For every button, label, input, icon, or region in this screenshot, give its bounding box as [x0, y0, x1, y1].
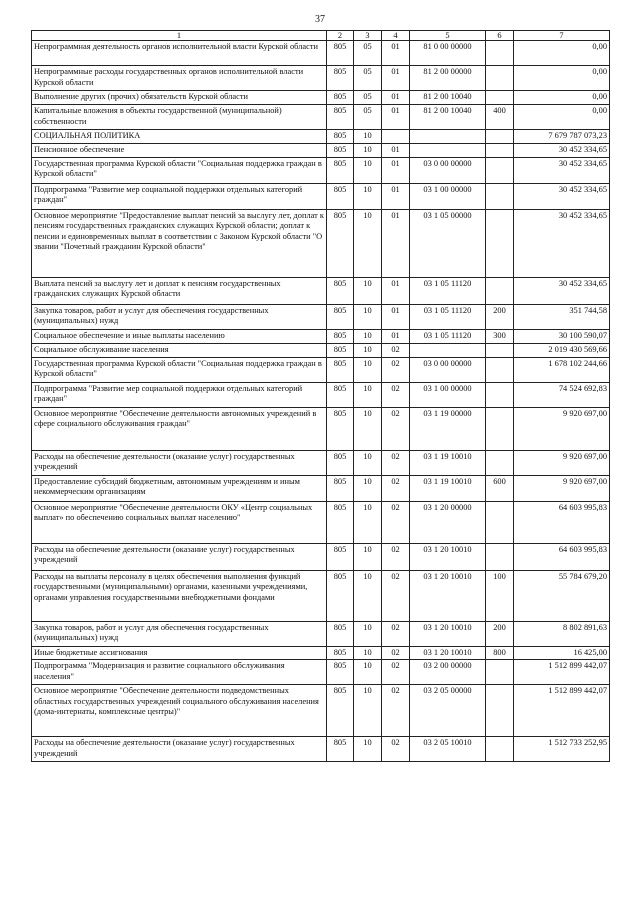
row-code-5-cell: 03 1 19 10010	[410, 450, 486, 475]
row-code-6-cell	[486, 277, 514, 304]
row-code-3-cell: 05	[354, 105, 382, 130]
row-amount-cell: 0,00	[514, 41, 610, 66]
row-code-5-cell: 03 2 00 00000	[410, 660, 486, 685]
row-code-3-cell: 10	[354, 343, 382, 357]
row-code-3-cell: 10	[354, 543, 382, 570]
row-code-5-cell: 03 1 20 10010	[410, 646, 486, 660]
row-amount-cell: 8 802 891,63	[514, 621, 610, 646]
row-code-2-cell: 805	[327, 157, 354, 183]
row-code-3-cell: 05	[354, 41, 382, 66]
row-code-6-cell	[486, 209, 514, 277]
row-amount-cell: 9 920 697,00	[514, 475, 610, 501]
row-name-cell: Непрограммная деятельность органов исполнительной власти Курской области	[32, 41, 327, 66]
row-name-cell: Подпрограмма "Развитие мер социальной поддержки отдельных категорий граждан"	[32, 183, 327, 209]
row-amount-cell: 30 452 334,65	[514, 144, 610, 158]
header-cell-5: 5	[410, 31, 486, 41]
table-row	[32, 130, 610, 144]
row-code-5-cell: 03 1 00 00000	[410, 183, 486, 209]
row-code-6-cell	[486, 343, 514, 357]
row-code-6-cell	[486, 685, 514, 737]
row-code-5-cell: 03 1 05 11120	[410, 329, 486, 343]
row-code-6-cell	[486, 357, 514, 382]
row-code-3-cell: 10	[354, 183, 382, 209]
table-row	[32, 157, 610, 183]
row-code-5-cell: 03 1 00 00000	[410, 382, 486, 407]
row-code-5-cell: 03 1 05 11120	[410, 304, 486, 329]
row-code-2-cell: 805	[327, 130, 354, 144]
row-name-cell: Социальное обеспечение и иные выплаты населению	[32, 329, 327, 343]
row-code-2-cell: 805	[327, 105, 354, 130]
row-amount-cell: 1 512 899 442,07	[514, 660, 610, 685]
row-code-6-cell: 200	[486, 304, 514, 329]
row-amount-cell: 30 452 334,65	[514, 157, 610, 183]
row-code-6-cell: 200	[486, 621, 514, 646]
table-row	[32, 209, 610, 277]
row-code-3-cell: 10	[354, 660, 382, 685]
row-code-4-cell: 01	[382, 66, 410, 91]
row-code-4-cell: 01	[382, 183, 410, 209]
row-code-2-cell: 805	[327, 382, 354, 407]
row-code-5-cell: 03 1 20 10010	[410, 570, 486, 621]
header-cell-1: 1	[32, 31, 327, 41]
row-code-6-cell	[486, 144, 514, 158]
row-code-3-cell: 10	[354, 646, 382, 660]
row-code-3-cell: 05	[354, 66, 382, 91]
row-code-3-cell: 10	[354, 130, 382, 144]
table-row	[32, 737, 610, 762]
header-cell-4: 4	[382, 31, 410, 41]
table-row	[32, 183, 610, 209]
table-row	[32, 66, 610, 91]
row-code-6-cell	[486, 382, 514, 407]
row-code-6-cell	[486, 543, 514, 570]
row-code-6-cell: 300	[486, 329, 514, 343]
table-header-row	[32, 31, 610, 41]
row-code-6-cell	[486, 66, 514, 91]
row-code-6-cell: 800	[486, 646, 514, 660]
row-code-6-cell	[486, 130, 514, 144]
row-code-3-cell: 10	[354, 475, 382, 501]
row-code-2-cell: 805	[327, 407, 354, 450]
row-code-3-cell: 10	[354, 570, 382, 621]
table-row	[32, 144, 610, 158]
row-code-6-cell	[486, 737, 514, 762]
row-name-cell: Выполнение других (прочих) обязательств Курской области	[32, 91, 327, 105]
row-code-3-cell: 10	[354, 157, 382, 183]
row-amount-cell: 16 425,00	[514, 646, 610, 660]
table-row	[32, 91, 610, 105]
row-amount-cell: 0,00	[514, 105, 610, 130]
row-code-4-cell: 01	[382, 144, 410, 158]
row-code-3-cell: 10	[354, 382, 382, 407]
row-name-cell: Основное мероприятие "Обеспечение деятельности подведомственных областных государственных учреждений социального обслуживания населения (дома-интернаты, комплексные центры)"	[32, 685, 327, 737]
header-cell-3: 3	[354, 31, 382, 41]
table-row	[32, 450, 610, 475]
row-code-5-cell: 03 2 05 00000	[410, 685, 486, 737]
row-code-2-cell: 805	[327, 304, 354, 329]
row-code-5-cell: 81 0 00 00000	[410, 41, 486, 66]
row-name-cell: Основное мероприятие "Обеспечение деятельности автономных учреждений в сфере социального обслуживания граждан"	[32, 407, 327, 450]
row-name-cell: Государственная программа Курской области "Социальная поддержка граждан в Курской области"	[32, 357, 327, 382]
row-amount-cell: 9 920 697,00	[514, 450, 610, 475]
row-name-cell: Непрограммные расходы государственных органов исполнительной власти Курской области	[32, 66, 327, 91]
table-row	[32, 382, 610, 407]
row-code-3-cell: 10	[354, 501, 382, 543]
row-code-6-cell: 100	[486, 570, 514, 621]
row-code-2-cell: 805	[327, 91, 354, 105]
row-code-4-cell: 02	[382, 343, 410, 357]
row-code-2-cell: 805	[327, 41, 354, 66]
row-code-4-cell: 02	[382, 621, 410, 646]
row-amount-cell: 64 603 995,83	[514, 543, 610, 570]
row-name-cell: Расходы на обеспечение деятельности (оказание услуг) государственных учреждений	[32, 450, 327, 475]
table-row	[32, 501, 610, 543]
row-amount-cell: 1 512 899 442,07	[514, 685, 610, 737]
table-row	[32, 475, 610, 501]
table-row	[32, 105, 610, 130]
row-name-cell: Основное мероприятие "Предоставление выплат пенсий за выслугу лет, доплат к пенсиям государственных гражданских служащих Курской области; доплат к пенсии и единовременных выплат в соответствии с Законом Курской области "О звании "Почетный гражданин Курской области"	[32, 209, 327, 277]
row-code-6-cell	[486, 183, 514, 209]
row-code-5-cell: 81 2 00 10040	[410, 91, 486, 105]
row-code-4-cell: 01	[382, 157, 410, 183]
page-number: 37	[315, 14, 325, 25]
row-name-cell: Государственная программа Курской области "Социальная поддержка граждан в Курской области"	[32, 157, 327, 183]
header-cell-2: 2	[327, 31, 354, 41]
row-code-4-cell	[382, 130, 410, 144]
row-code-4-cell: 02	[382, 646, 410, 660]
row-name-cell: Подпрограмма "Развитие мер социальной поддержки отдельных категорий граждан"	[32, 382, 327, 407]
row-code-2-cell: 805	[327, 277, 354, 304]
row-code-4-cell: 01	[382, 91, 410, 105]
row-amount-cell: 55 784 679,20	[514, 570, 610, 621]
row-code-3-cell: 10	[354, 304, 382, 329]
row-name-cell: Предоставление субсидий бюджетным, автономным учреждениям и иным некоммерческим организациям	[32, 475, 327, 501]
row-code-5-cell: 81 2 00 00000	[410, 66, 486, 91]
row-code-5-cell	[410, 130, 486, 144]
row-code-2-cell: 805	[327, 329, 354, 343]
row-code-6-cell: 400	[486, 105, 514, 130]
row-code-5-cell: 03 1 20 10010	[410, 543, 486, 570]
row-amount-cell: 1 512 733 252,95	[514, 737, 610, 762]
row-code-5-cell	[410, 144, 486, 158]
row-code-2-cell: 805	[327, 183, 354, 209]
row-name-cell: Расходы на выплаты персоналу в целях обеспечения выполнения функций государственными (муниципальными) органами, казенными учреждениями, органами управления государственными внебюджетными фондами	[32, 570, 327, 621]
row-code-4-cell: 01	[382, 105, 410, 130]
table-row	[32, 570, 610, 621]
row-name-cell: Расходы на обеспечение деятельности (оказание услуг) государственных учреждений	[32, 543, 327, 570]
row-name-cell: Выплата пенсий за выслугу лет и доплат к пенсиям государственных гражданских служащих Курской области	[32, 277, 327, 304]
row-code-2-cell: 805	[327, 501, 354, 543]
row-code-2-cell: 805	[327, 543, 354, 570]
row-code-3-cell: 05	[354, 91, 382, 105]
row-amount-cell: 0,00	[514, 66, 610, 91]
row-code-2-cell: 805	[327, 450, 354, 475]
row-code-2-cell: 805	[327, 685, 354, 737]
row-code-5-cell: 81 2 00 10040	[410, 105, 486, 130]
row-code-6-cell: 600	[486, 475, 514, 501]
row-code-2-cell: 805	[327, 66, 354, 91]
row-amount-cell: 351 744,58	[514, 304, 610, 329]
row-code-4-cell: 02	[382, 570, 410, 621]
row-amount-cell: 30 452 334,65	[514, 183, 610, 209]
table-row	[32, 329, 610, 343]
row-code-2-cell: 805	[327, 357, 354, 382]
row-code-5-cell: 03 0 00 00000	[410, 357, 486, 382]
row-amount-cell: 64 603 995,83	[514, 501, 610, 543]
row-amount-cell: 9 920 697,00	[514, 407, 610, 450]
table-row	[32, 304, 610, 329]
row-code-4-cell: 02	[382, 543, 410, 570]
row-code-2-cell: 805	[327, 621, 354, 646]
row-code-6-cell	[486, 157, 514, 183]
table-body	[32, 31, 610, 762]
row-name-cell: Закупка товаров, работ и услуг для обеспечения государственных (муниципальных) нужд	[32, 304, 327, 329]
table-row	[32, 685, 610, 737]
row-code-4-cell: 02	[382, 407, 410, 450]
row-name-cell: Иные бюджетные ассигнования	[32, 646, 327, 660]
table-row	[32, 41, 610, 66]
row-code-3-cell: 10	[354, 407, 382, 450]
row-code-3-cell: 10	[354, 357, 382, 382]
row-code-3-cell: 10	[354, 450, 382, 475]
row-code-2-cell: 805	[327, 144, 354, 158]
table-row	[32, 407, 610, 450]
row-code-6-cell	[486, 660, 514, 685]
table-row	[32, 646, 610, 660]
row-code-5-cell	[410, 343, 486, 357]
row-code-4-cell: 01	[382, 41, 410, 66]
row-amount-cell: 7 679 787 073,23	[514, 130, 610, 144]
table-row	[32, 343, 610, 357]
row-code-4-cell: 02	[382, 475, 410, 501]
row-code-2-cell: 805	[327, 343, 354, 357]
row-code-4-cell: 01	[382, 209, 410, 277]
row-name-cell: Капитальные вложения в объекты государственной (муниципальной) собственности	[32, 105, 327, 130]
row-code-5-cell: 03 1 05 00000	[410, 209, 486, 277]
row-code-2-cell: 805	[327, 475, 354, 501]
row-code-2-cell: 805	[327, 209, 354, 277]
row-code-5-cell: 03 1 19 00000	[410, 407, 486, 450]
row-code-4-cell: 01	[382, 304, 410, 329]
row-amount-cell: 30 452 334,65	[514, 209, 610, 277]
row-name-cell: СОЦИАЛЬНАЯ ПОЛИТИКА	[32, 130, 327, 144]
row-amount-cell: 30 100 590,07	[514, 329, 610, 343]
row-code-4-cell: 02	[382, 660, 410, 685]
row-code-2-cell: 805	[327, 660, 354, 685]
row-code-4-cell: 02	[382, 501, 410, 543]
row-code-4-cell: 02	[382, 685, 410, 737]
row-code-4-cell: 02	[382, 737, 410, 762]
header-cell-6: 6	[486, 31, 514, 41]
row-name-cell: Расходы на обеспечение деятельности (оказание услуг) государственных учреждений	[32, 737, 327, 762]
row-code-4-cell: 01	[382, 277, 410, 304]
row-code-5-cell: 03 1 19 10010	[410, 475, 486, 501]
row-code-5-cell: 03 2 05 10010	[410, 737, 486, 762]
row-code-4-cell: 01	[382, 329, 410, 343]
row-amount-cell: 0,00	[514, 91, 610, 105]
row-code-3-cell: 10	[354, 209, 382, 277]
row-code-3-cell: 10	[354, 685, 382, 737]
row-code-4-cell: 02	[382, 382, 410, 407]
row-code-2-cell: 805	[327, 646, 354, 660]
row-amount-cell: 1 678 102 244,66	[514, 357, 610, 382]
table-row	[32, 357, 610, 382]
row-name-cell: Основное мероприятие "Обеспечение деятельности ОКУ «Центр социальных выплат» по обеспечению социальных выплат населению"	[32, 501, 327, 543]
row-code-2-cell: 805	[327, 737, 354, 762]
row-code-4-cell: 02	[382, 450, 410, 475]
table-row	[32, 543, 610, 570]
row-name-cell: Закупка товаров, работ и услуг для обеспечения государственных (муниципальных) нужд	[32, 621, 327, 646]
table-row	[32, 660, 610, 685]
row-name-cell: Подпрограмма "Модернизация и развитие социального обслуживания населения"	[32, 660, 327, 685]
row-code-3-cell: 10	[354, 621, 382, 646]
row-code-6-cell	[486, 501, 514, 543]
row-code-6-cell	[486, 407, 514, 450]
table-row	[32, 621, 610, 646]
row-code-6-cell	[486, 91, 514, 105]
row-code-6-cell	[486, 450, 514, 475]
row-name-cell: Пенсионное обеспечение	[32, 144, 327, 158]
header-cell-7: 7	[514, 31, 610, 41]
row-code-5-cell: 03 1 20 00000	[410, 501, 486, 543]
row-code-2-cell: 805	[327, 570, 354, 621]
row-amount-cell: 2 019 430 569,66	[514, 343, 610, 357]
budget-table	[31, 30, 610, 762]
row-code-5-cell: 03 1 05 11120	[410, 277, 486, 304]
row-code-3-cell: 10	[354, 277, 382, 304]
row-amount-cell: 30 452 334,65	[514, 277, 610, 304]
row-name-cell: Социальное обслуживание населения	[32, 343, 327, 357]
row-code-5-cell: 03 1 20 10010	[410, 621, 486, 646]
row-code-4-cell: 02	[382, 357, 410, 382]
table-row	[32, 277, 610, 304]
row-amount-cell: 74 524 692,83	[514, 382, 610, 407]
row-code-5-cell: 03 0 00 00000	[410, 157, 486, 183]
row-code-3-cell: 10	[354, 144, 382, 158]
row-code-3-cell: 10	[354, 329, 382, 343]
row-code-3-cell: 10	[354, 737, 382, 762]
row-code-6-cell	[486, 41, 514, 66]
